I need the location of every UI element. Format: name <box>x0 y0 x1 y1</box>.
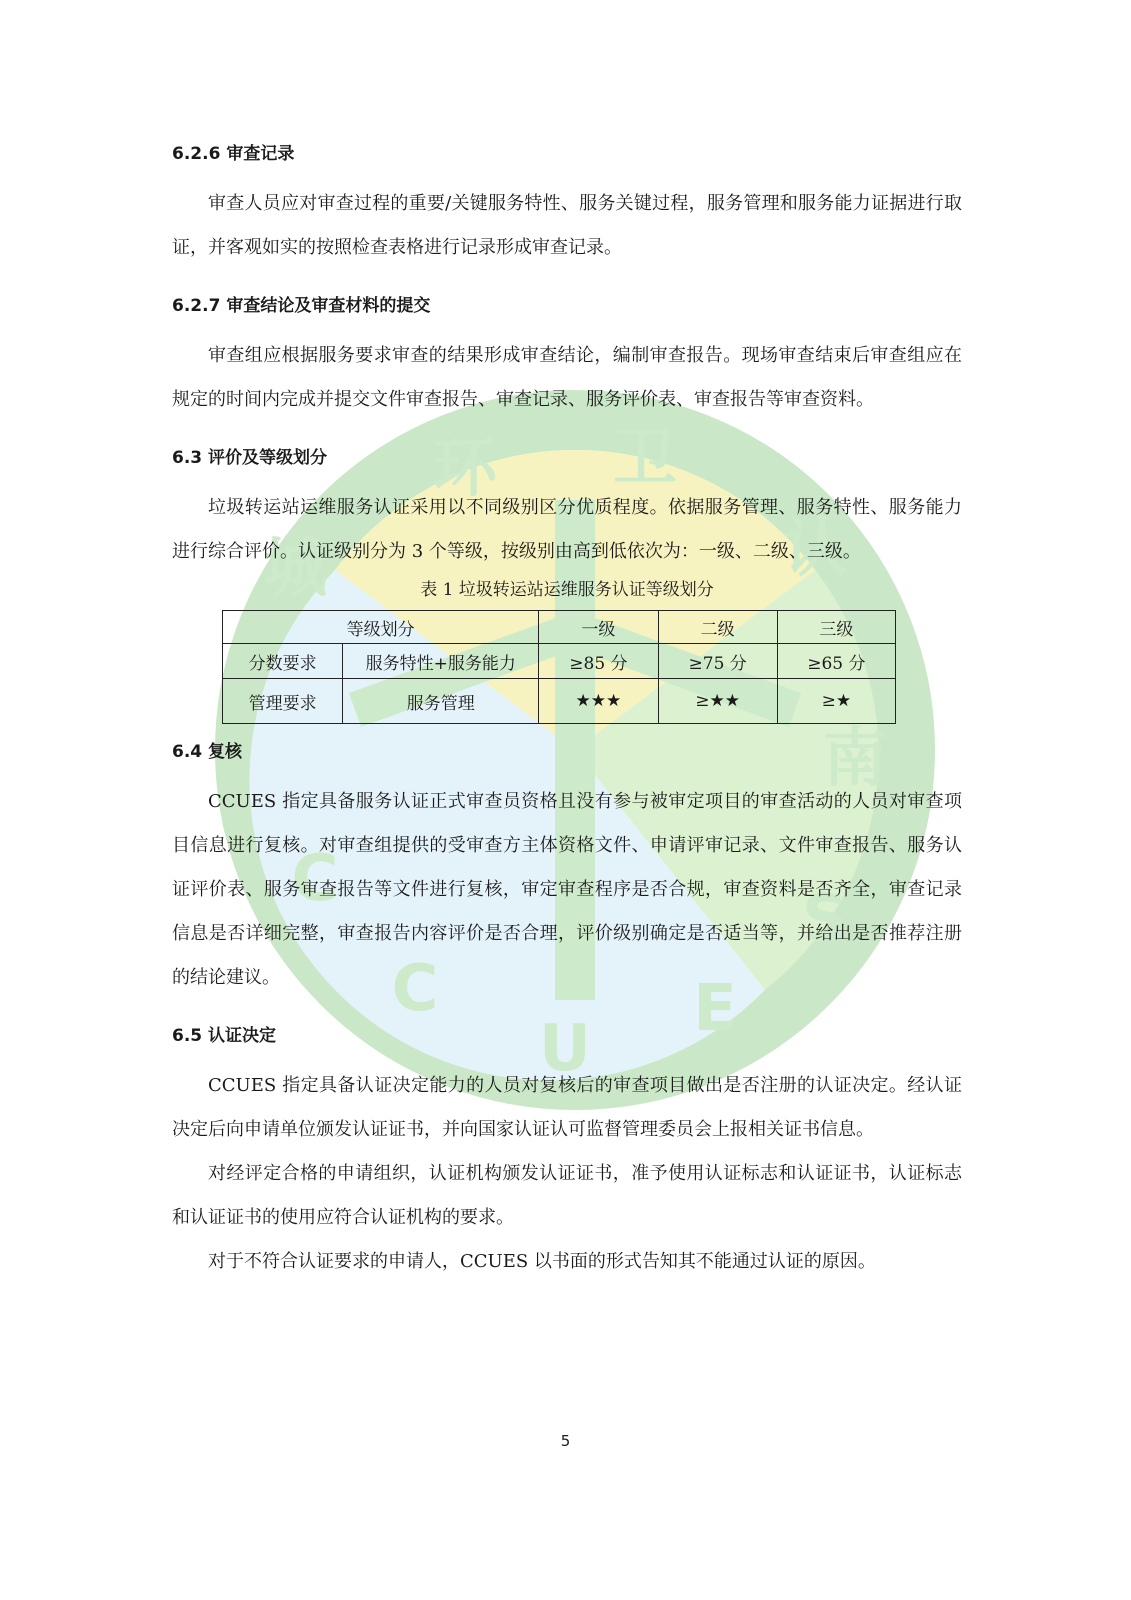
watermark-char-3: 卫 <box>613 422 677 496</box>
table-cell: ≥85 分 <box>539 644 658 679</box>
table-row <box>223 679 896 724</box>
table-caption: 表 1 垃圾转运站运维服务认证等级划分 <box>420 580 714 600</box>
table-cell: 管理要求 <box>223 679 343 724</box>
watermark-letter-1: C <box>291 842 339 916</box>
watermark-letter-4: E <box>693 972 737 1046</box>
table-header-cell: 三级 <box>777 611 895 644</box>
paragraph-6-5-2: 对经评定合格的申请组织，认证机构颁发认证证书，准予使用认证标志和认证证书，认证标志和认证证书的使用应符合认证机构的要求。 <box>172 1163 962 1228</box>
watermark-letter-5: S <box>801 882 849 956</box>
paragraph-6-4: CCUES 指定具备服务认证正式审查员资格且没有参与被审定项目的审查活动的人员对审查项目信息进行复核。对审查组提供的受审查方主体资格文件、申请评审记录、文件审查报告、服务认证评价表、服务审查报告等文件进行复核，审定审查程序是否合规，审查资料是否齐全，审查记录信息是否详细完整，审查报告内容评价是否合理，评价级别确定是否适当等，并给出是否推荐注册的结论建议。 <box>172 791 962 988</box>
watermark-letter-3: U <box>539 1012 591 1086</box>
table-cell: ≥75 分 <box>658 644 777 679</box>
table-header-cell: 二级 <box>658 611 777 644</box>
table-cell: ★★★ <box>539 679 658 724</box>
watermark-letter-2: C <box>391 952 439 1026</box>
paragraph-6-5-3: 对于不符合认证要求的申请人，CCUES 以书面的形式告知其不能通过认证的原因。 <box>208 1251 876 1272</box>
section-heading-6-4: 6.4 复核 <box>172 742 243 762</box>
table-cell: ≥65 分 <box>777 644 895 679</box>
page-number: 5 <box>560 1432 571 1450</box>
table-cell: 服务管理 <box>343 679 539 724</box>
watermark-char-1: 城 <box>263 532 327 606</box>
paragraph-6-3: 垃圾转运站运维服务认证采用以不同级别区分优质程度。依据服务管理、服务特性、服务能力进行综合评价。认证级别分为 3 个等级，按级别由高到低依次为：一级、二级、三级。 <box>172 497 962 562</box>
table-row <box>223 644 896 679</box>
section-heading-6-3: 6.3 评价及等级划分 <box>172 448 328 468</box>
table-header-row <box>223 611 896 644</box>
table-header-cell: 一级 <box>539 611 658 644</box>
grade-table <box>222 610 896 724</box>
table-cell: ≥★★ <box>658 679 777 724</box>
paragraph-6-2-7: 审查组应根据服务要求审查的结果形成审查结论，编制审查报告。现场审查结束后审查组应在规定的时间内完成并提交文件审查报告、审查记录、服务评价表、审查报告等审查资料。 <box>172 345 962 410</box>
table-cell: 服务特性+服务能力 <box>343 644 539 679</box>
watermark-char-4: 认 <box>783 512 847 586</box>
document-body <box>172 140 962 1284</box>
table-cell: 分数要求 <box>223 644 343 679</box>
section-heading-6-5: 6.5 认证决定 <box>172 1026 277 1046</box>
section-heading-6-2-6: 6.2.6 审查记录 <box>172 144 295 164</box>
paragraph-6-2-6: 审查人员应对审查过程的重要/关键服务特性、服务关键过程，服务管理和服务能力证据进行取证，并客观如实的按照检查表格进行记录形成审查记录。 <box>172 193 962 258</box>
watermark-char-2: 环 <box>433 432 497 506</box>
table-header-cell: 等级划分 <box>223 611 539 644</box>
watermark-char-5: 南 <box>823 722 887 796</box>
paragraph-6-5-1: CCUES 指定具备认证决定能力的人员对复核后的审查项目做出是否注册的认证决定。经认证决定后向申请单位颁发认证证书，并向国家认证认可监督管理委员会上报相关证书信息。 <box>172 1075 962 1140</box>
section-heading-6-2-7: 6.2.7 审查结论及审查材料的提交 <box>172 296 431 316</box>
table-cell: ≥★ <box>777 679 895 724</box>
